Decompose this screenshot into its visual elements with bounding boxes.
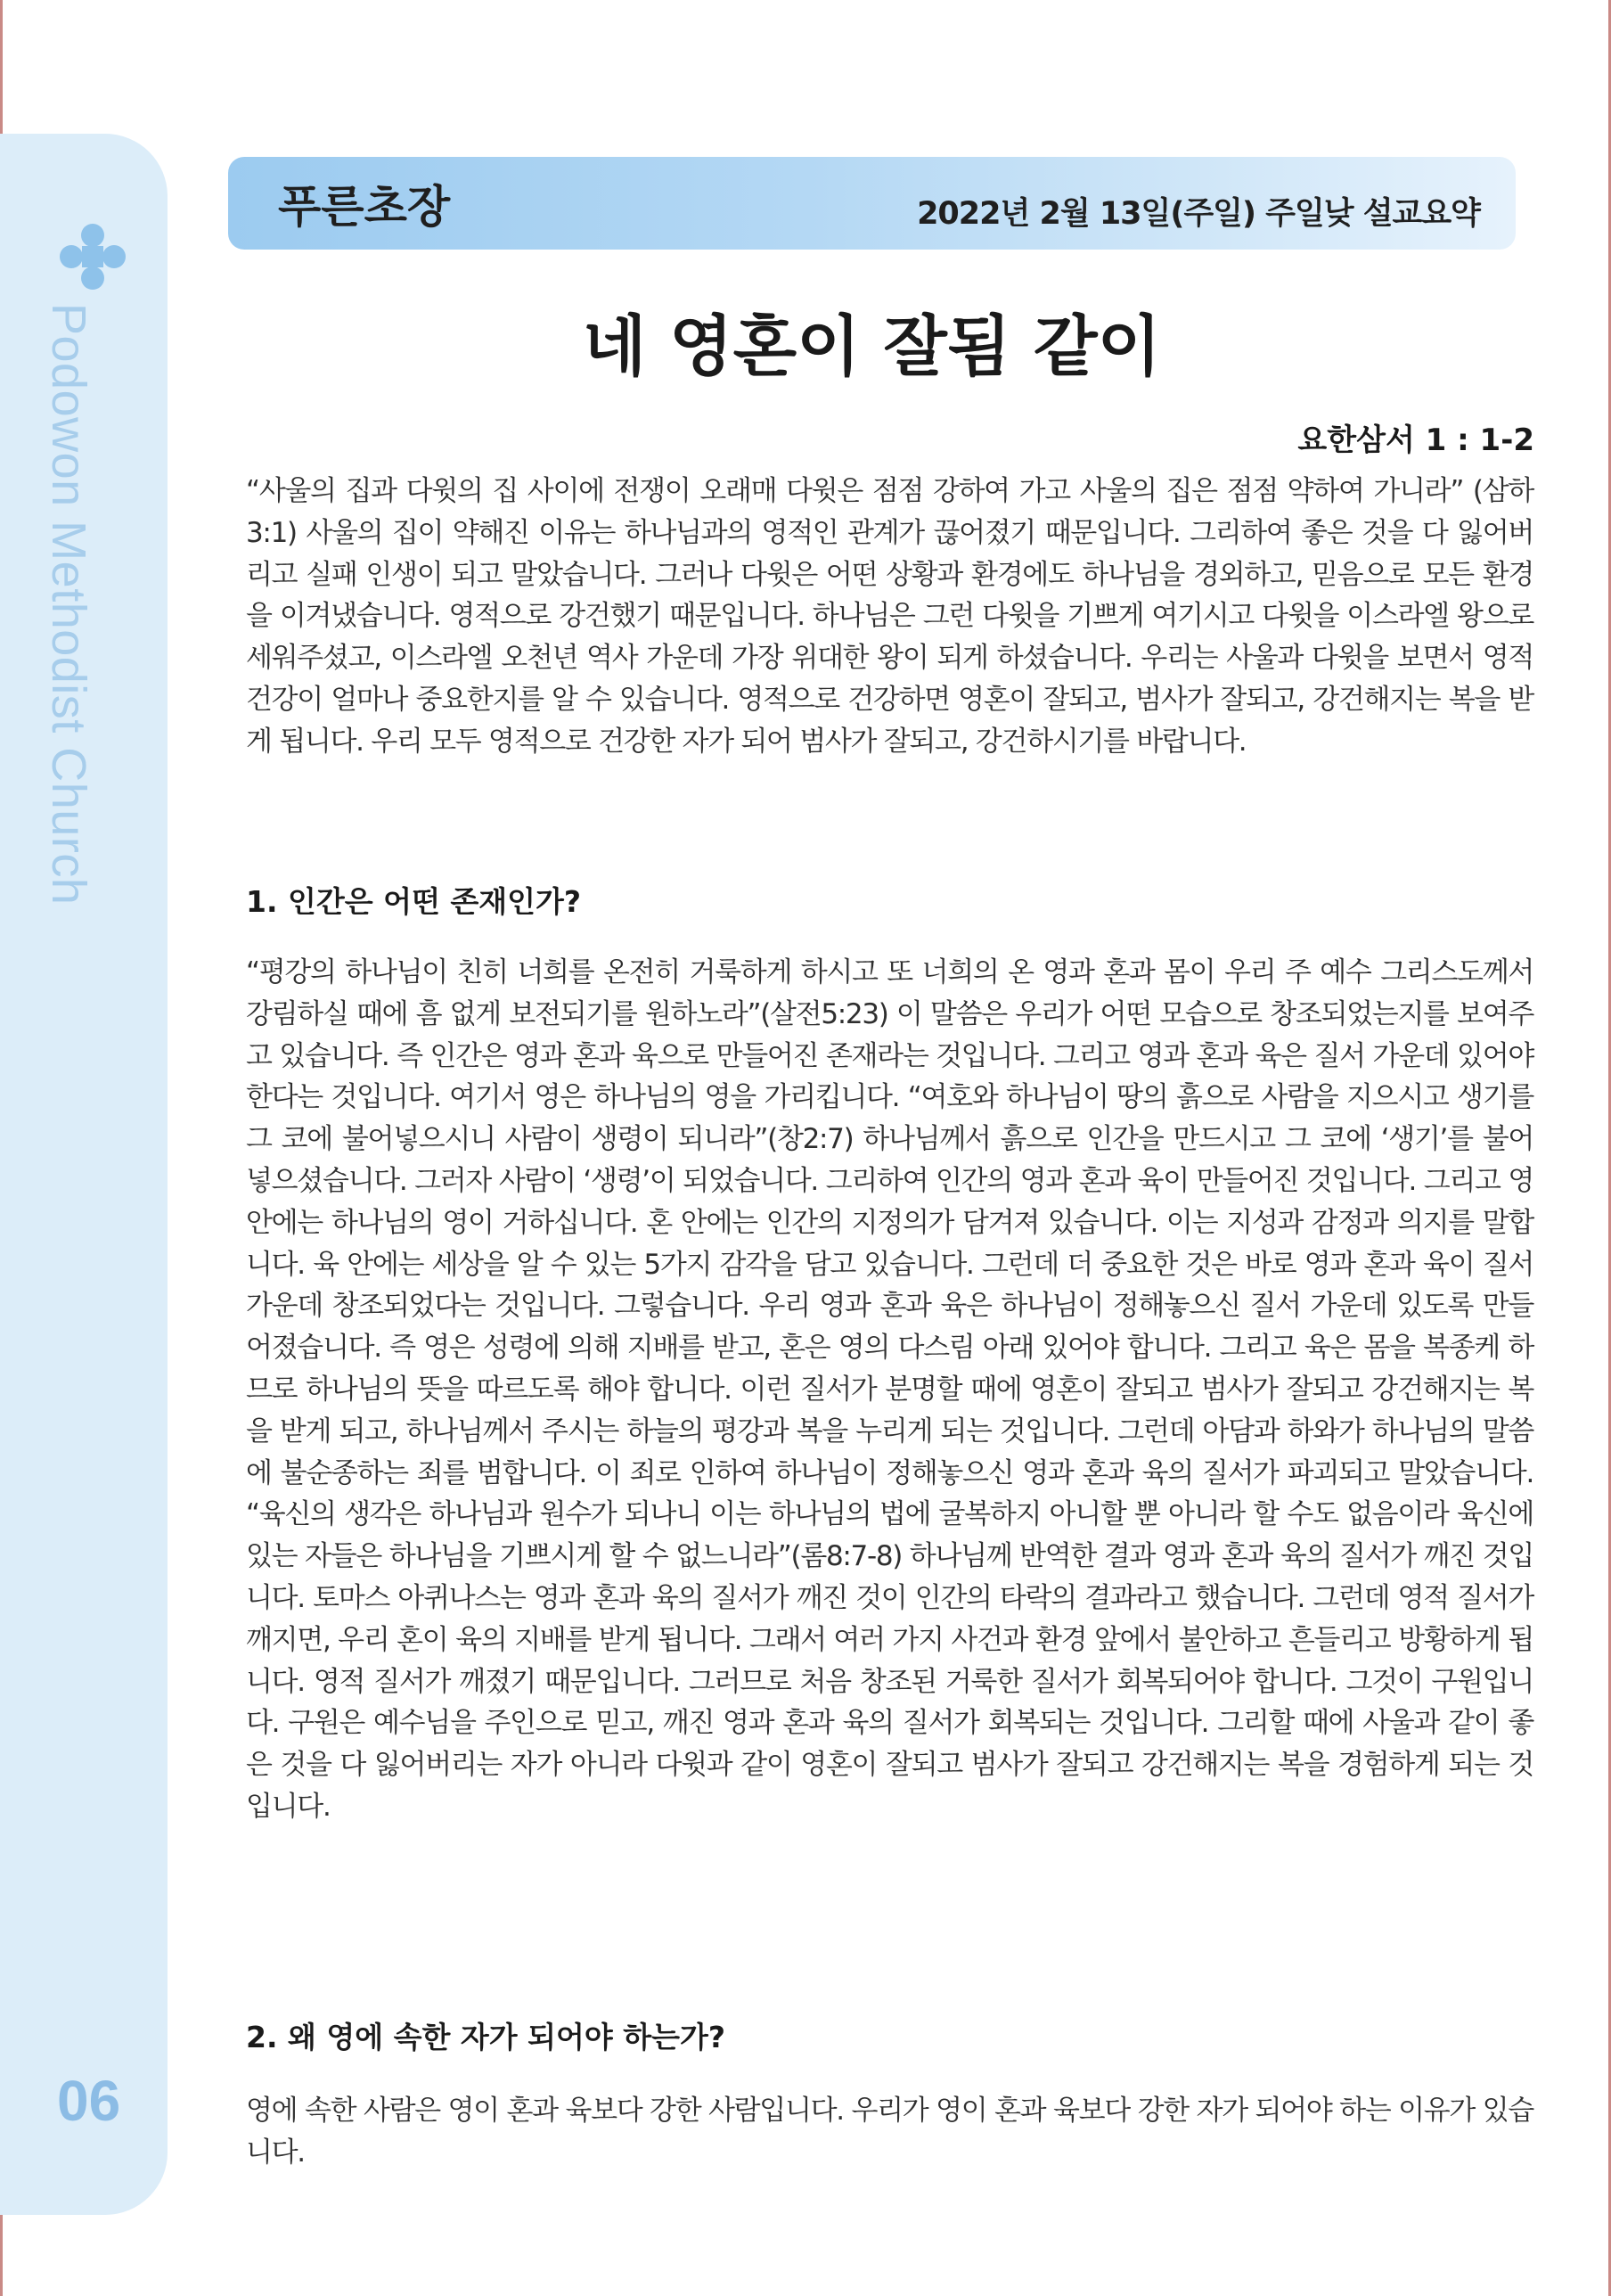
section1-paragraph: “평강의 하나님이 친히 너희를 온전히 거룩하게 하시고 또 너희의 온 영과 혼과 몸이 우리 주 예수 그리스도께서 강림하실 때에 흠 없게 보전되기를 원하노라”(살전5:23) 이 말씀은 우리가 어떤 모습으로 창조되었는지를 보여주고 있습니다. 즉 인간은 영과 혼과 육으로 만들어진 존재라는 것입니다. 그리고 영과 혼과 육은 질서 가운데 있어야 한다는 것입니다. 여기서 영은 하나님의 영을 가리킵니다. “여호와 하나님이 땅의 흙으로 사람을 지으시고 생기를 그 코에 불어넣으시니 사람이 생령이 되니라”(창2:7) 하나님께서 흙으로 인간을 만드시고 그 코에 ‘생기’를 불어 넣으셨습니다. 그러자 사람이 ‘생령’이 되었습니다. 그리하여 인간의 영과 혼과 육이 만들어진 것입니다. 그리고 영 안에는 하나님의 영이 거하십니다. 혼 안에는 인간의 지정의가 담겨져 있습니다. 이는 지성과 감정과 의지를 말합니다. 육 안에는 세상을 알 수 있는 5가지 감각을 담고 있습니다. 그런데 더 중요한 것은 바로 영과 혼과 육이 질서 가운데 창조되었다는 것입니다. 그렇습니다. 우리 영과 혼과 육은 하나님이 정해놓으신 질서 가운데 있도록 만들어졌습니다. 즉 영은 성령에 의해 지배를 받고, 혼은 영의 다스림 아래 있어야 합니다. 그리고 육은 몸을 복종케 하므로 하나님의 뜻을 따르도록 해야 합니다. 이런 질서가 분명할 때에 영혼이 잘되고 범사가 잘되고 강건해지는 복을 받게 되고, 하나님께서 주시는 하늘의 평강과 복을 누리게 되는 것입니다. 그런데 아담과 하와가 하나님의 말씀에 불순종하는 죄를 범합니다. 이 죄로 인하여 하나님이 정해놓으신 영과 혼과 육의 질서가 파괴되고 말았습니다. “육신의 생각은 하나님과 원수가 되나니 이는 하나님의 법에 굴복하지 아니할 뿐 아니라 할 수도 없음이라 육신에 있는 자들은 하나님을 기쁘시게 할 수 없느니라”(롬8:7-8) 하나님께 반역한 결과 영과 혼과 육의 질서가 깨진 것입니다. 토마스 아퀴나스는 영과 혼과 육의 질서가 깨진 것이 인간의 타락의 결과라고 했습니다. 그런데 영적 질서가 깨지면, 우리 혼이 육의 지배를 받게 됩니다. 그래서 여러 가지 사건과 환경 앞에서 불안하고 흔들리고 방황하게 됩니다. 영적 질서가 깨졌기 때문입니다. 그러므로 처음 창조된 거룩한 질서가 회복되어야 합니다. 그것이 구원입니다. 구원은 예수님을 주인으로 믿고, 깨진 영과 혼과 육의 질서가 회복되는 것입니다. 그리할 때에 사울과 같이 좋은 것을 다 잃어버리는 자가 아니라 다윗과 같이 영혼이 잘되고 범사가 잘되고 강건해지는 복을 경험하게 되는 것입니다. [246, 956, 1533, 1823]
cross-icon [59, 223, 127, 291]
section1-heading-block [246, 879, 1533, 921]
section2-heading-block [246, 2014, 1533, 2056]
section2-block [246, 2090, 1533, 2174]
section1-heading: 1. 인간은 어떤 존재인가? [246, 884, 582, 919]
section-label: 푸른초장 [278, 181, 451, 233]
church-name: Podowon Methodist Church [42, 303, 95, 906]
section2-heading: 2. 왜 영에 속한 자가 되어야 하는가? [246, 2020, 725, 2054]
scripture-reference: 요한삼서 1 : 1-2 [1297, 422, 1534, 458]
intro-paragraph: “사울의 집과 다윗의 집 사이에 전쟁이 오래매 다윗은 점점 강하여 가고 사울의 집은 점점 약하여 가니라” (삼하3:1) 사울의 집이 약해진 이유는 하나님과의 영적인 관계가 끊어졌기 때문입니다. 그리하여 좋은 것을 다 잃어버리고 실패 인생이 되고 말았습니다. 그러나 다윗은 어떤 상황과 환경에도 하나님을 경외하고, 믿음으로 모든 환경을 이겨냈습니다. 영적으로 강건했기 때문입니다. 하나님은 그런 다윗을 기쁘게 여기시고 다윗을 이스라엘 왕으로 세워주셨고, 이스라엘 오천년 역사 가운데 가장 위대한 왕이 되게 하셨습니다. 우리는 사울과 다윗을 보면서 영적 건강이 얼마나 중요한지를 알 수 있습니다. 영적으로 건강하면 영혼이 잘되고, 범사가 잘되고, 강건해지는 복을 받게 됩니다. 우리 모두 영적으로 건강한 자가 되어 범사가 잘되고, 강건하시기를 바랍니다. [246, 475, 1533, 758]
section2-paragraph: 영에 속한 사람은 영이 혼과 육보다 강한 사람입니다. 우리가 영이 혼과 육보다 강한 자가 되어야 하는 이유가 있습니다. [246, 2095, 1533, 2169]
section1-block [246, 952, 1533, 1828]
intro-block [246, 471, 1533, 763]
sermon-date: 2022년 2월 13일(주일) 주일낮 설교요약 [917, 196, 1480, 232]
page-number: 06 [57, 2069, 121, 2133]
sermon-title: 네 영혼이 잘됨 같이 [582, 308, 1162, 385]
header-banner [228, 157, 1516, 250]
